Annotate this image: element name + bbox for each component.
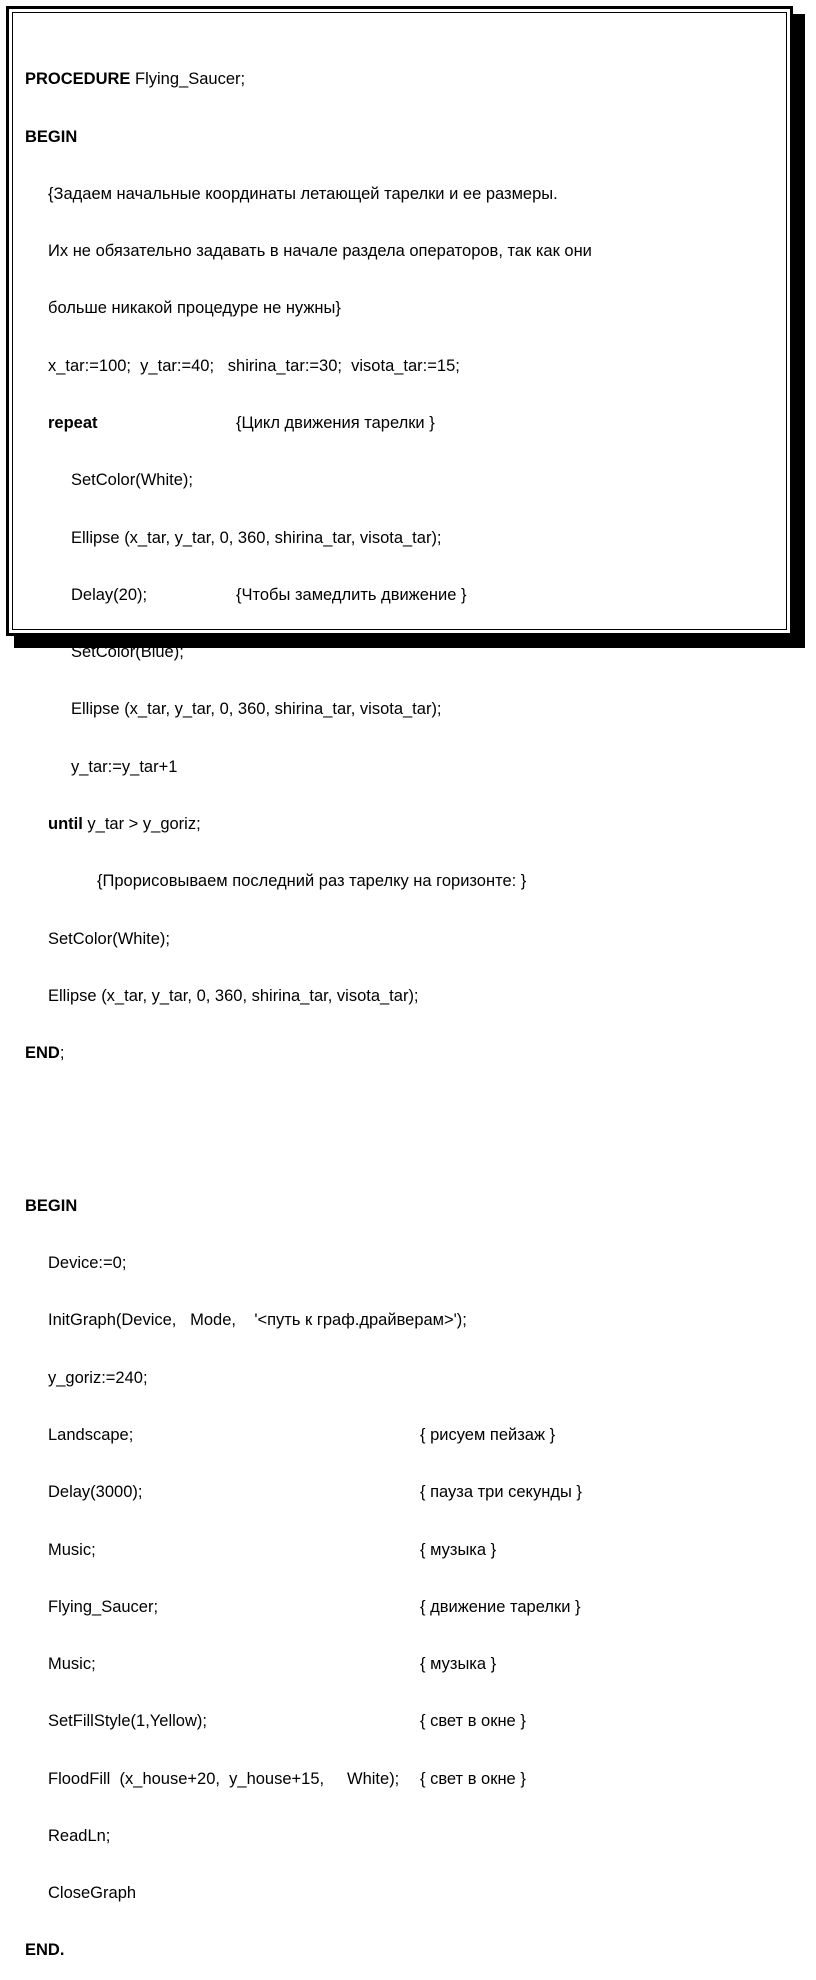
loop-body-line: Ellipse (x_tar, y_tar, 0, 360, shirina_tar, visota_tar); [71,528,442,547]
main-line [25,1541,592,1560]
after-loop-line: Ellipse (x_tar, y_tar, 0, 360, shirina_tar, visota_tar); [48,986,419,1005]
main-line [25,1254,592,1273]
until-comment: {Прорисовываем последний раз тарелку на горизонте: } [97,872,527,891]
procedure-keyword: PROCEDURE [25,70,131,89]
main-comment: { движение тарелки } [420,1597,581,1616]
procedure-comment-line-1: {Задаем начальные координаты летающей тарелки и ее размеры. [48,184,558,203]
main-code: Music; [48,1655,96,1674]
main-code: InitGraph(Device, Mode, '<путь к граф.драйверам>'); [48,1311,467,1330]
main-code: Landscape; [48,1425,134,1444]
procedure-begin: BEGIN [25,127,78,146]
main-code: Device:=0; [48,1254,127,1273]
main-end: END. [25,1941,65,1960]
main-line [25,1712,592,1731]
delay-comment: {Чтобы замедлить движение } [236,585,467,604]
init-assignments: x_tar:=100; y_tar:=40; shirina_tar:=30; visota_tar:=15; [48,356,460,375]
main-code: ReadLn; [48,1826,111,1845]
main-line [25,1598,592,1617]
procedure-name: Flying_Saucer; [130,70,246,89]
main-comment: { рисуем пейзаж } [420,1425,556,1444]
after-loop-line: SetColor(White); [48,929,170,948]
main-line [25,1369,592,1388]
main-code: SetFillStyle(1,Yellow); [48,1712,207,1731]
loop-body-line: SetColor(White); [71,471,193,490]
procedure-header-line [25,70,592,89]
main-code: Flying_Saucer; [48,1597,159,1616]
repeat-comment: {Цикл движения тарелки } [236,413,435,432]
delay-statement: Delay(20); [71,585,148,604]
main-line [25,1827,592,1846]
repeat-keyword: repeat [48,413,98,432]
main-line [25,1655,592,1674]
main-line [25,1426,592,1445]
main-line [25,1884,592,1903]
main-comment: { пауза три секунды } [420,1483,582,1502]
main-line [25,1483,592,1502]
main-comment: { музыка } [420,1540,497,1559]
repeat-line [25,414,592,433]
main-code: Music; [48,1540,96,1559]
until-keyword: until [48,814,83,833]
procedure-comment-line-2: Их не обязательно задавать в начале раздела операторов, так как они [48,242,592,261]
main-line [25,1770,592,1789]
procedure-comment-line-3: больше никакой процедуре не нужны} [48,299,341,318]
loop-body-line: Ellipse (x_tar, y_tar, 0, 360, shirina_tar, visota_tar); [71,700,442,719]
blank-line [25,1101,592,1120]
main-code: FloodFill (x_house+20, y_house+15, White); [48,1769,400,1788]
procedure-end-line [25,1044,592,1063]
main-comment: { музыка } [420,1655,497,1674]
loop-body-line [25,586,592,605]
main-code: Delay(3000); [48,1483,143,1502]
main-code: CloseGraph [48,1884,137,1903]
procedure-end-keyword: END [25,1044,60,1063]
main-comment: { свет в окне } [420,1769,526,1788]
loop-body-line: SetColor(Blue); [71,643,184,662]
until-condition: y_tar > y_goriz; [82,814,201,833]
main-line [25,1311,592,1330]
main-comment: { свет в окне } [420,1712,526,1731]
pascal-code-listing [25,13,592,1980]
procedure-end-semicolon: ; [59,1044,65,1063]
main-code: y_goriz:=240; [48,1368,148,1387]
main-begin: BEGIN [25,1196,78,1215]
until-line [25,815,592,834]
loop-body-line: y_tar:=y_tar+1 [71,757,178,776]
